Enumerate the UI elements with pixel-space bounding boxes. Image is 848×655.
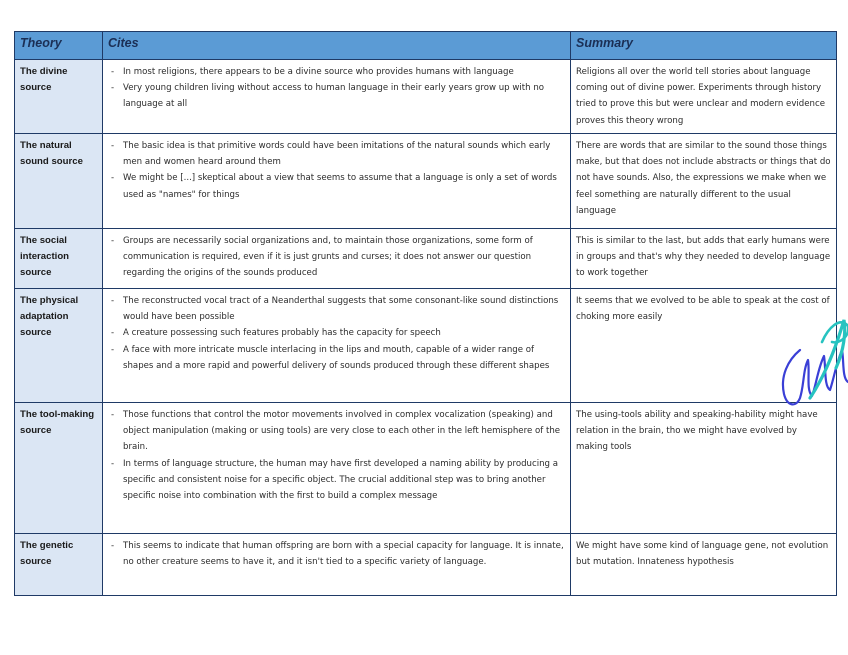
cite-item: - A creature possessing such features probably has the capacity for speech xyxy=(108,325,565,341)
header-summary: Summary xyxy=(571,32,837,60)
summary-cell: This is similar to the last, but adds that early humans were in groups and that's why they needed to develop language to work together xyxy=(571,229,837,289)
summary-cell: It seems that we evolved to be able to speak at the cost of choking more easily xyxy=(571,289,837,403)
cite-item: - The reconstructed vocal tract of a Neanderthal suggests that some consonant-like sound distinctions would have been possible xyxy=(108,293,565,325)
table-row xyxy=(15,289,837,403)
cites-cell xyxy=(103,403,571,534)
theory-name: The divine source xyxy=(15,60,103,134)
header-row xyxy=(15,32,837,60)
cites-cell xyxy=(103,289,571,403)
cites-cell xyxy=(103,534,571,596)
header-cites: Cites xyxy=(103,32,571,60)
cite-item: - We might be [...] skeptical about a view that seems to assume that a language is only a set of words used as "names" for things xyxy=(108,170,565,202)
cite-item: - In terms of language structure, the human may have first developed a naming ability by producing a specific and consistent noise for a specific object. The crucial additional step was to bring another specific noise into combination with the first to build a complex message xyxy=(108,456,565,505)
summary-cell: The using-tools ability and speaking-hability might have relation in the brain, tho we might have evolved by making tools xyxy=(571,403,837,534)
cite-item: - Those functions that control the motor movements involved in complex vocalization (speaking) and object manipulation (making or using tools) are very close to each other in the left hemisphere of the brain. xyxy=(108,407,565,456)
summary-cell: There are words that are similar to the sound those things make, but that does not include abstracts or things that do not have sounds. Also, the expressions we make when we feel something are naturally different to the usual language xyxy=(571,134,837,229)
theory-name: The natural sound source xyxy=(15,134,103,229)
cite-item: - Very young children living without access to human language in their early years grow up with no language at all xyxy=(108,80,565,112)
table-row xyxy=(15,534,837,596)
cite-item: - The basic idea is that primitive words could have been imitations of the natural sounds which early men and women heard around them xyxy=(108,138,565,170)
table-row xyxy=(15,229,837,289)
theory-name: The tool-making source xyxy=(15,403,103,534)
cites-cell xyxy=(103,229,571,289)
theories-table xyxy=(14,31,837,596)
cite-item: - This seems to indicate that human offspring are born with a special capacity for language. It is innate, no other creature seems to have it, and it isn't tied to a specific variety of language. xyxy=(108,538,565,570)
cite-item: - In most religions, there appears to be a divine source who provides humans with language xyxy=(108,64,565,80)
cites-cell xyxy=(103,134,571,229)
summary-cell: Religions all over the world tell stories about language coming out of divine power. Experiments through history tried to prove this but were unclear and modern evidence proves this theory wrong xyxy=(571,60,837,134)
table-row xyxy=(15,134,837,229)
theory-name: The physical adaptation source xyxy=(15,289,103,403)
header-theory: Theory xyxy=(15,32,103,60)
table-row xyxy=(15,60,837,134)
cite-item: - Groups are necessarily social organizations and, to maintain those organizations, some form of communication is required, even if it is just grunts and curses; it does not answer our question regarding the origins of the sounds produced xyxy=(108,233,565,282)
theory-name: The social interaction source xyxy=(15,229,103,289)
cites-cell xyxy=(103,60,571,134)
summary-cell: We might have some kind of language gene, not evolution but mutation. Innateness hypothesis xyxy=(571,534,837,596)
cite-item: - A face with more intricate muscle interlacing in the lips and mouth, capable of a wider range of shapes and a more rapid and powerful delivery of sounds produced through these different shapes xyxy=(108,342,565,374)
table-row xyxy=(15,403,837,534)
theory-name: The genetic source xyxy=(15,534,103,596)
